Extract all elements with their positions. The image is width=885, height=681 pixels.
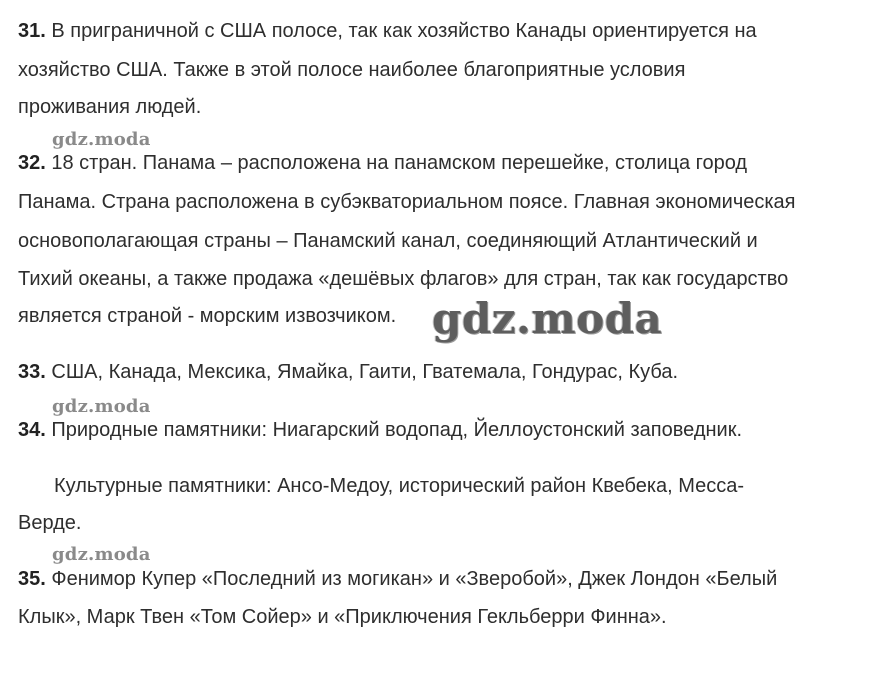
answer-33-text-1: США, Канада, Мексика, Ямайка, Гаити, Гватемала, Гондурас, Куба.: [51, 361, 679, 383]
answer-32-line-3: основополагающая страны – Панамский канал, соединяющий Атлантический и: [18, 230, 758, 252]
answer-32-line-4: Тихий океаны, а также продажа «дешёвых флагов» для стран, так как государство: [18, 268, 789, 290]
answer-34-line-1: [18, 418, 742, 442]
answer-32-text-1: 18 стран. Панама – расположена на панамском перешейке, столица город: [51, 152, 748, 174]
watermark-small-3: gdz.moda: [52, 544, 151, 565]
answer-34-text-1: Природные памятники: Ниагарский водопад, Йеллоустонский заповедник.: [51, 419, 743, 441]
watermark-small-2: gdz.moda: [52, 396, 151, 417]
answer-34-line-3: Верде.: [18, 512, 82, 534]
answer-31-number: 31.: [18, 20, 46, 42]
answer-33-number: 33.: [18, 361, 46, 383]
answer-35-number: 35.: [18, 568, 46, 590]
answer-32-line-2: Панама. Страна расположена в субэкваториальном поясе. Главная экономическая: [18, 191, 796, 213]
answer-32-line-1: [18, 151, 747, 175]
answer-35-text-1: Фенимор Купер «Последний из могикан» и «Зверобой», Джек Лондон «Белый: [51, 568, 778, 590]
answer-32-number: 32.: [18, 152, 46, 174]
answer-34-number: 34.: [18, 419, 46, 441]
answer-31-line-3: проживания людей.: [18, 96, 202, 118]
answer-31-line-1: [18, 19, 757, 43]
watermark-large: gdz.moda: [432, 294, 663, 343]
answer-35-line-2: Клык», Марк Твен «Том Сойер» и «Приключения Гекльберри Финна».: [18, 606, 667, 628]
answer-33-line-1: [18, 360, 678, 384]
watermark-small-1: gdz.moda: [52, 129, 151, 150]
answer-31-line-2: хозяйство США. Также в этой полосе наиболее благоприятные условия: [18, 59, 686, 81]
answer-32-line-5: является страной - морским извозчиком.: [18, 305, 397, 327]
answer-35-line-1: [18, 567, 777, 591]
answer-31-text-1: В приграничной с США полосе, так как хозяйство Канады ориентируется на: [51, 20, 757, 42]
answer-34-line-2: Культурные памятники: Ансо-Медоу, исторический район Квебека, Месса-: [54, 475, 745, 497]
